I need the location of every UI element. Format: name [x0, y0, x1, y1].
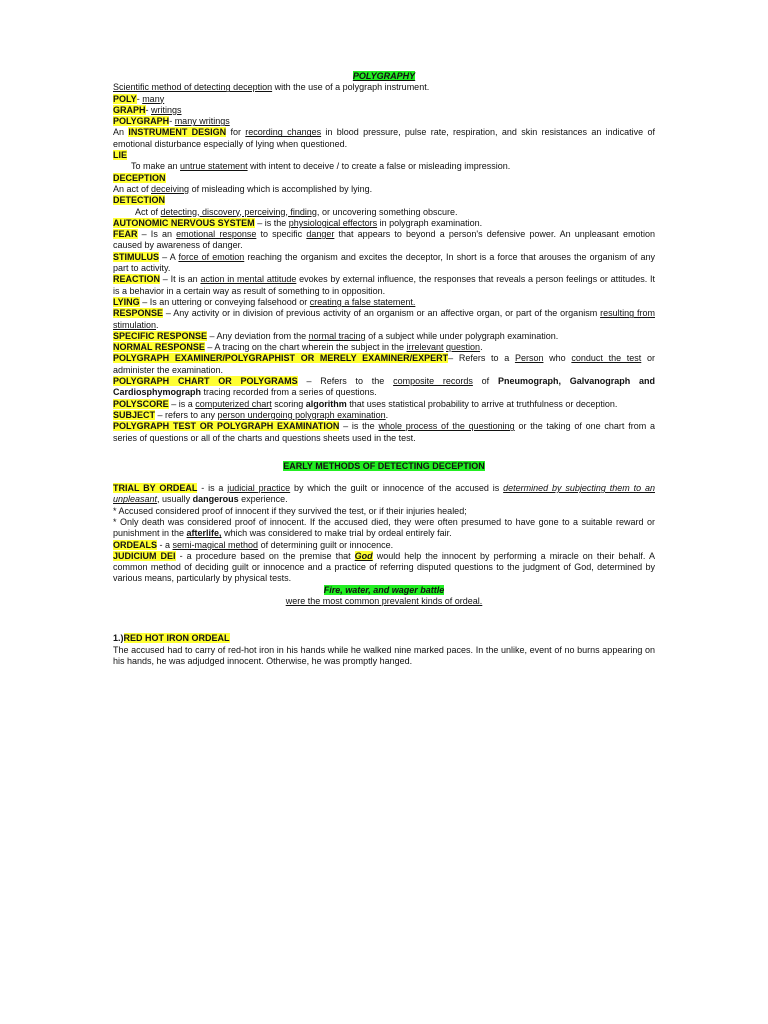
intro-text: Scientific method of detecting deception with the use of a polygraph instrument. — [113, 82, 430, 93]
def-instrument-design: An INSTRUMENT DESIGN for recording changes in blood pressure, pulse rate, respiration, and skin resistances an indicative of emotional disturbance especially of lying when questioned. — [113, 127, 655, 149]
def-subject: SUBJECT – refers to any person undergoing polygraph examination. — [113, 409, 389, 420]
document-page — [113, 71, 655, 667]
page-title: POLYGRAPHY — [352, 71, 416, 81]
def-reaction: REACTION – It is an action in mental attitude evokes by external influence, the responses that reveals a person feelings or attitudes. It is a behavior in a certain way as result of something to in opposition. — [113, 274, 655, 296]
def-response: RESPONSE – Any activity or in division of previous activity of an organism or an affective organ, or part of the organism resulting from stimulation. — [113, 308, 655, 330]
def-trial-by-ordeal: TRIAL BY ORDEAL - is a judicial practice by which the guilt or innocence of the accused is determined by subjecting them to an unpleasant, usually dangerous experience. — [113, 483, 655, 505]
def-fear: FEAR – Is an emotional response to specific danger that appears to beyond a person's defensive power. An unpleasant emotion caused by awareness of danger. — [113, 229, 655, 251]
def-deception: An act of deceiving of misleading which is accomplished by lying. — [113, 183, 373, 194]
fire-water-line: Fire, water, and wager battle — [323, 584, 445, 595]
def-examiner: POLYGRAPH EXAMINER/POLYGRAPHIST OR MERELY EXAMINER/EXPERT– Refers to a Person who conduct the test or administer the examination. — [113, 353, 655, 375]
def-lie: To make an untrue statement with intent to deceive / to create a false or misleading impression. — [131, 161, 511, 172]
def-detection: Act of detecting, discovery, perceiving, finding, or uncovering something obscure. — [135, 206, 458, 217]
def-lying: LYING – Is an uttering or conveying falsehood or creating a false statement. — [113, 296, 416, 307]
def-ans: AUTONOMIC NERVOUS SYSTEM – is the physiological effectors in polygraph examination. — [113, 217, 483, 228]
def-polygraph-chart: POLYGRAPH CHART OR POLYGRAMS – Refers to the composite records of Pneumograph, Galvanograph and Cardiosphymograph tracing recorded from a series of questions. — [113, 376, 655, 398]
section-heading-early-methods: EARLY METHODS OF DETECTING DECEPTION — [283, 460, 485, 471]
def-judicium-dei: JUDICIUM DEI - a procedure based on the premise that God would help the innocent by performing a miracle on their behalf. A common method of deciding guilt or innocence and a practice of referring disputed questions to the judgment of God, determined by various means, particularly by physical tests. — [113, 550, 655, 584]
heading-red-hot-iron: 1.)RED HOT IRON ORDEAL — [113, 633, 230, 644]
def-ordeals: ORDEALS - a semi-magical method of determining guilt or innocence. — [113, 539, 394, 550]
prevalent-ordeal-line: were the most common prevalent kinds of ordeal. — [285, 596, 483, 607]
def-specific-response: SPECIFIC RESPONSE – Any deviation from the normal tracing of a subject while under polygraph examination. — [113, 330, 559, 341]
def-polygraph-test: POLYGRAPH TEST OR POLYGRAPH EXAMINATION – is the whole process of the questioning or the taking of one chart from a series of questions or all of the charts and questions sheets used in the test. — [113, 421, 655, 443]
def-stimulus: STIMULUS – A force of emotion reaching the organism and excites the deceptor, In short is a force that arouses the organism of any part to activity. — [113, 251, 655, 274]
def-graph: GRAPH- writings — [113, 104, 182, 115]
term-lie: LIE — [113, 150, 128, 161]
note-survived: * Accused considered proof of innocent if they survived the test, or if their injuries healed; — [113, 505, 467, 516]
term-detection: DETECTION — [113, 195, 166, 206]
note-death: * Only death was considered proof of innocent. If the accused died, they were often presumed to have gone to a suitable reward or punishment in the afterlife, which was considered to make trial by ordeal entirely fair. — [113, 516, 655, 539]
def-polygraph: POLYGRAPH- many writings — [113, 116, 230, 127]
term-deception: DECEPTION — [113, 172, 166, 183]
def-normal-response: NORMAL RESPONSE – A tracing on the chart wherein the subject in the irrelevant question. — [113, 342, 483, 353]
def-red-hot-iron: The accused had to carry of red-hot iron in his hands while he walked nine marked paces. In the unlike, event of no burns appearing on his hands, he was adjudged innocent. Otherwise, he was promptly hanged. — [113, 644, 655, 666]
def-poly: POLY- many — [113, 93, 165, 104]
def-polyscore: POLYSCORE – is a computerized chart scoring algorithm that uses statistical probability to arrive at truthfulness or deception. — [113, 398, 618, 409]
